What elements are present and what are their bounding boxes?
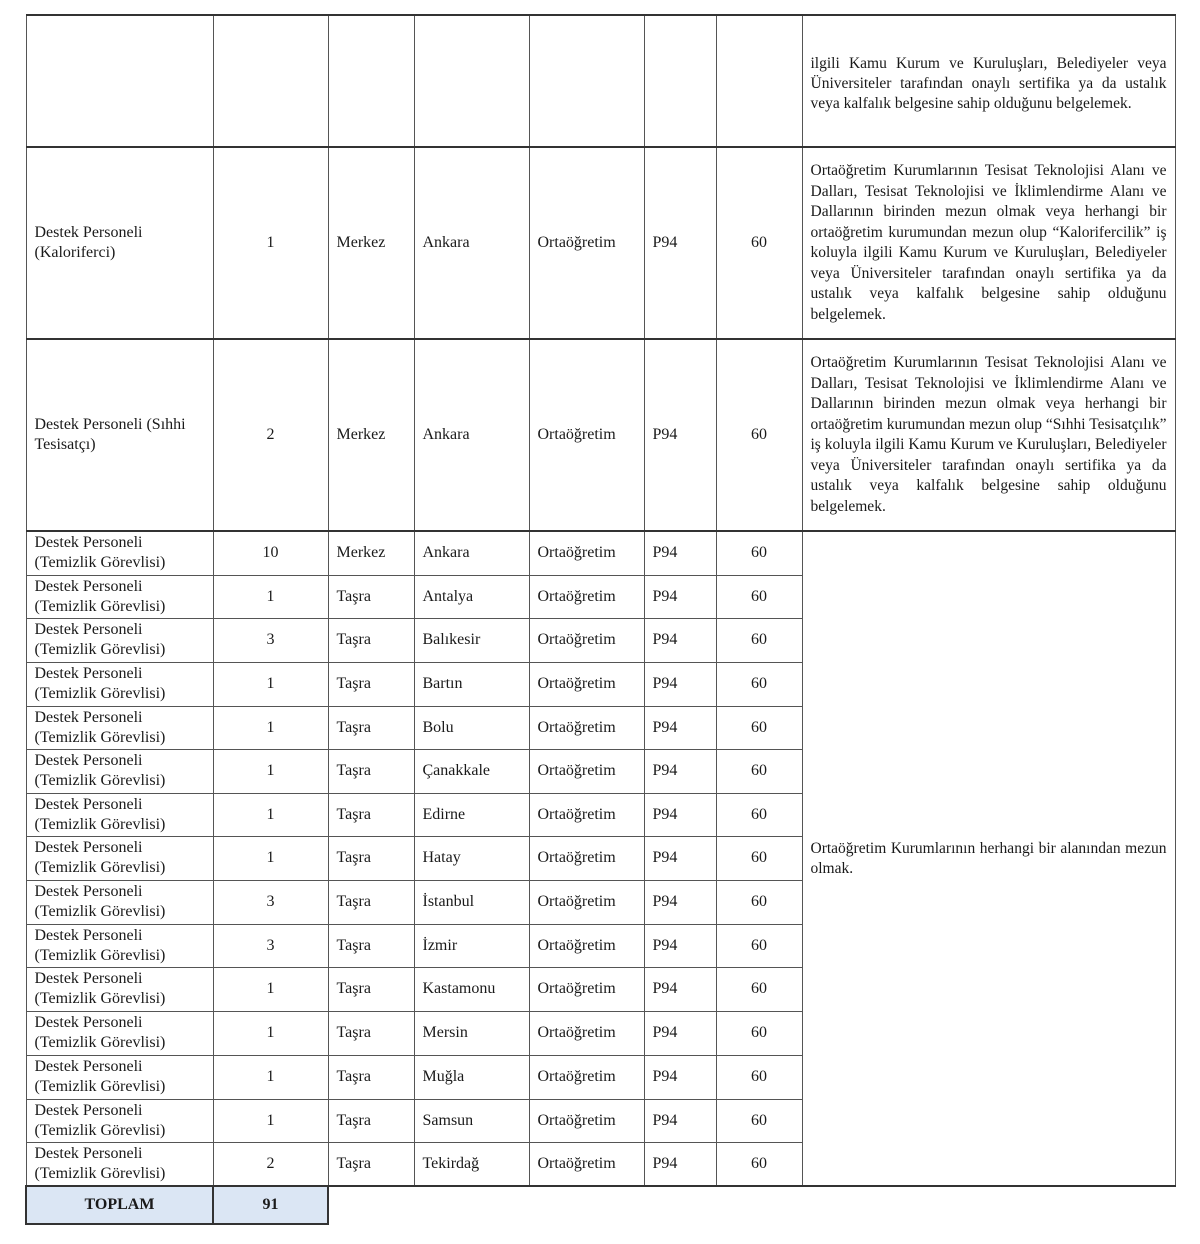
city-cell: Ankara [414, 147, 529, 339]
position-cell: Destek Personeli (Temizlik Görevlisi) [26, 967, 213, 1011]
total-value: 91 [213, 1186, 328, 1224]
count-cell: 1 [213, 147, 328, 339]
min-score-cell: 60 [716, 793, 802, 836]
score-type-cell: P94 [644, 662, 716, 706]
education-cell: Ortaöğretim [529, 836, 644, 880]
position-cell: Destek Personeli (Temizlik Görevlisi) [26, 1142, 213, 1186]
count-cell: 1 [213, 575, 328, 618]
total-row [26, 1186, 1175, 1224]
city-cell: Samsun [414, 1099, 529, 1142]
position-cell: Destek Personeli (Temizlik Görevlisi) [26, 880, 213, 924]
min-score-cell: 60 [716, 706, 802, 749]
min-score-cell: 60 [716, 836, 802, 880]
continuation-row [26, 15, 1175, 147]
education-cell: Ortaöğretim [529, 924, 644, 967]
education-cell: Ortaöğretim [529, 880, 644, 924]
score-type-cell: P94 [644, 1011, 716, 1055]
city-cell: Bolu [414, 706, 529, 749]
unit-cell: Merkez [328, 147, 414, 339]
score-type-cell: P94 [644, 1142, 716, 1186]
score-type-cell: P94 [644, 924, 716, 967]
education-cell: Ortaöğretim [529, 147, 644, 339]
education-cell: Ortaöğretim [529, 1142, 644, 1186]
score-type-cell: P94 [644, 706, 716, 749]
score-type-cell: P94 [644, 618, 716, 662]
count-cell: 1 [213, 967, 328, 1011]
count-cell: 2 [213, 339, 328, 531]
position-row [26, 339, 1175, 531]
count-cell: 3 [213, 924, 328, 967]
count-cell: 3 [213, 880, 328, 924]
count-cell: 1 [213, 1055, 328, 1099]
education-cell: Ortaöğretim [529, 706, 644, 749]
min-score-cell: 60 [716, 880, 802, 924]
unit-cell: Taşra [328, 749, 414, 793]
count-cell: 10 [213, 531, 328, 575]
position-cell: Destek Personeli (Temizlik Görevlisi) [26, 575, 213, 618]
position-cell: Destek Personeli (Temizlik Görevlisi) [26, 1055, 213, 1099]
education-cell: Ortaöğretim [529, 793, 644, 836]
city-cell: Ankara [414, 531, 529, 575]
score-type-cell: P94 [644, 1055, 716, 1099]
unit-cell: Taşra [328, 575, 414, 618]
unit-cell: Taşra [328, 662, 414, 706]
unit-cell: Taşra [328, 880, 414, 924]
min-score-cell: 60 [716, 1099, 802, 1142]
city-cell: Ankara [414, 339, 529, 531]
cleaning-row [26, 531, 1175, 575]
city-cell: Tekirdağ [414, 1142, 529, 1186]
unit-cell: Taşra [328, 924, 414, 967]
score-type-cell: P94 [644, 967, 716, 1011]
education-cell: Ortaöğretim [529, 1011, 644, 1055]
city-cell: Antalya [414, 575, 529, 618]
score-type-cell: P94 [644, 793, 716, 836]
unit-cell: Merkez [328, 339, 414, 531]
position-cell: Destek Personeli (Temizlik Görevlisi) [26, 793, 213, 836]
min-score-cell: 60 [716, 924, 802, 967]
city-cell: Hatay [414, 836, 529, 880]
requirement-cell: Ortaöğretim Kurumlarının Tesisat Teknolojisi Alanı ve Dalları, Tesisat Teknolojisi ve İklimlendirme Alanı ve Dallarının birinden mezun olmak veya herhangi bir ortaöğretim kurumundan mezun olup “Kalorifercilik” iş koluyla ilgili Kamu Kurum ve Kuruluşları, Belediyeler veya Üniversiteler tarafından onaylı sertifika ya da ustalık veya kalfalık belgesine sahip olduğunu belgelemek. [802, 147, 1175, 339]
education-cell: Ortaöğretim [529, 967, 644, 1011]
score-type-cell: P94 [644, 339, 716, 531]
city-cell: Balıkesir [414, 618, 529, 662]
education-cell: Ortaöğretim [529, 749, 644, 793]
education-cell: Ortaöğretim [529, 618, 644, 662]
education-cell: Ortaöğretim [529, 339, 644, 531]
unit-cell: Taşra [328, 706, 414, 749]
min-score-cell: 60 [716, 147, 802, 339]
city-cell: Mersin [414, 1011, 529, 1055]
count-cell: 1 [213, 1099, 328, 1142]
education-cell: Ortaöğretim [529, 575, 644, 618]
score-type-cell: P94 [644, 749, 716, 793]
count-cell: 1 [213, 706, 328, 749]
position-cell: Destek Personeli (Sıhhi Tesisatçı) [26, 339, 213, 531]
position-cell: Destek Personeli (Temizlik Görevlisi) [26, 1099, 213, 1142]
count-cell: 3 [213, 618, 328, 662]
min-score-cell: 60 [716, 967, 802, 1011]
score-type-cell: P94 [644, 147, 716, 339]
min-score-cell: 60 [716, 618, 802, 662]
city-cell: Edirne [414, 793, 529, 836]
count-cell: 1 [213, 793, 328, 836]
unit-cell: Taşra [328, 967, 414, 1011]
unit-cell: Taşra [328, 1142, 414, 1186]
city-cell: Çanakkale [414, 749, 529, 793]
count-cell: 1 [213, 1011, 328, 1055]
position-cell: Destek Personeli (Temizlik Görevlisi) [26, 749, 213, 793]
position-cell: Destek Personeli (Temizlik Görevlisi) [26, 706, 213, 749]
city-cell: Bartın [414, 662, 529, 706]
education-cell: Ortaöğretim [529, 531, 644, 575]
staff-requirements-table [25, 14, 1176, 1225]
score-type-cell: P94 [644, 880, 716, 924]
count-cell: 1 [213, 749, 328, 793]
min-score-cell: 60 [716, 531, 802, 575]
requirement-cell: Ortaöğretim Kurumlarının Tesisat Teknolojisi Alanı ve Dalları, Tesisat Teknolojisi ve İklimlendirme Alanı ve Dallarının birinden mezun olmak veya herhangi bir ortaöğretim kurumundan mezun olup “Sıhhi Tesisatçılık” iş koluyla ilgili Kamu Kurum ve Kuruluşları, Belediyeler veya Üniversiteler tarafından onaylı sertifika ya da ustalık veya kalfalık belgesine sahip olduğunu belgelemek. [802, 339, 1175, 531]
position-cell: Destek Personeli (Temizlik Görevlisi) [26, 531, 213, 575]
education-cell: Ortaöğretim [529, 1055, 644, 1099]
education-cell: Ortaöğretim [529, 1099, 644, 1142]
count-cell: 1 [213, 662, 328, 706]
city-cell: İzmir [414, 924, 529, 967]
city-cell: Muğla [414, 1055, 529, 1099]
unit-cell: Taşra [328, 1099, 414, 1142]
position-cell: Destek Personeli (Temizlik Görevlisi) [26, 618, 213, 662]
score-type-cell: P94 [644, 575, 716, 618]
score-type-cell: P94 [644, 836, 716, 880]
unit-cell: Taşra [328, 836, 414, 880]
position-cell: Destek Personeli (Temizlik Görevlisi) [26, 836, 213, 880]
unit-cell: Merkez [328, 531, 414, 575]
unit-cell: Taşra [328, 793, 414, 836]
cleaning-requirement-cell: Ortaöğretim Kurumlarının herhangi bir alanından mezun olmak. [802, 531, 1175, 1186]
unit-cell: Taşra [328, 1011, 414, 1055]
position-cell: Destek Personeli (Temizlik Görevlisi) [26, 662, 213, 706]
education-cell: Ortaöğretim [529, 662, 644, 706]
min-score-cell: 60 [716, 662, 802, 706]
unit-cell: Taşra [328, 1055, 414, 1099]
count-cell: 1 [213, 836, 328, 880]
min-score-cell: 60 [716, 1055, 802, 1099]
total-label: TOPLAM [26, 1186, 213, 1224]
position-row [26, 147, 1175, 339]
position-cell: Destek Personeli (Temizlik Görevlisi) [26, 1011, 213, 1055]
position-cell: Destek Personeli (Temizlik Görevlisi) [26, 924, 213, 967]
requirement-cell: ilgili Kamu Kurum ve Kuruluşları, Belediyeler veya Üniversiteler tarafından onaylı sertifika ya da ustalık veya kalfalık belgesine sahip olduğunu belgelemek. [802, 15, 1175, 147]
unit-cell: Taşra [328, 618, 414, 662]
city-cell: İstanbul [414, 880, 529, 924]
score-type-cell: P94 [644, 531, 716, 575]
score-type-cell: P94 [644, 1099, 716, 1142]
city-cell: Kastamonu [414, 967, 529, 1011]
min-score-cell: 60 [716, 339, 802, 531]
count-cell: 2 [213, 1142, 328, 1186]
min-score-cell: 60 [716, 575, 802, 618]
min-score-cell: 60 [716, 749, 802, 793]
position-cell: Destek Personeli (Kaloriferci) [26, 147, 213, 339]
min-score-cell: 60 [716, 1011, 802, 1055]
min-score-cell: 60 [716, 1142, 802, 1186]
